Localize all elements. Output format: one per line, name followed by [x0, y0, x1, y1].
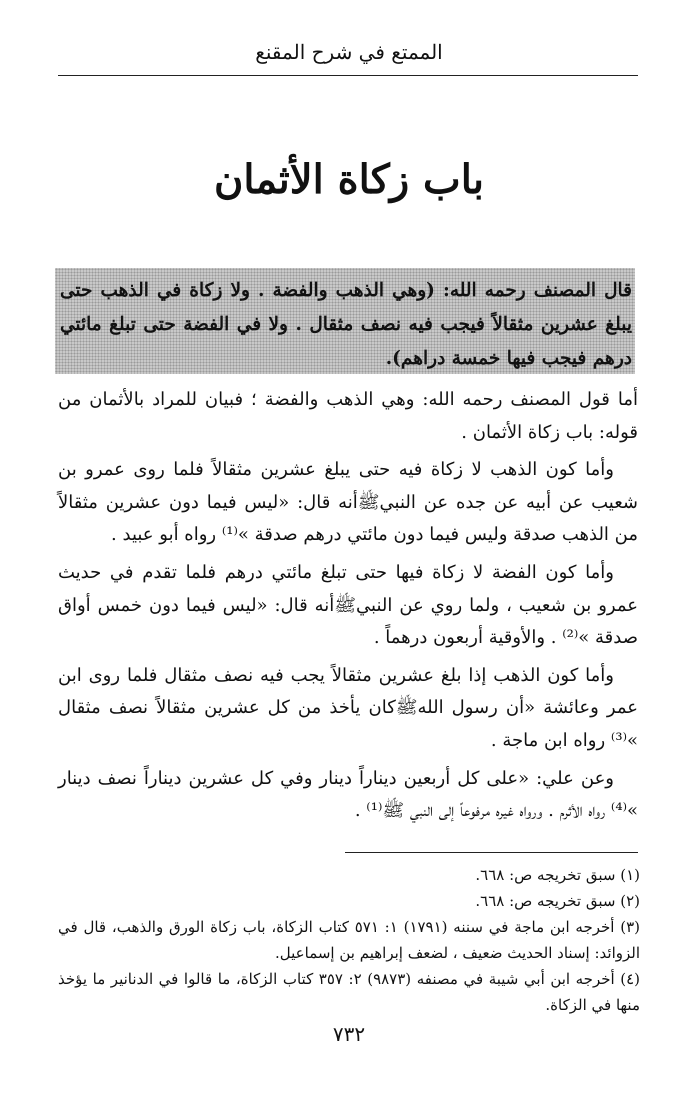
- paragraph: وعن علي: «على كل أربعين ديناراً دينار وفي كل عشرين ديناراً نصف دينار »⁽⁴⁾ رواه الأثرم . ورواه غيره مرفوعاً إلى النبي ﷺ⁽¹⁾ .: [58, 767, 638, 822]
- paragraph: وأما كون الذهب إذا بلغ عشرين مثقالاً يجب فيه نصف مثقال فلما روى ابن عمر وعائشة «أن رسول اللهﷺكان يأخذ من كل عشرين مثقالاً نصف مثقال »⁽³⁾ رواه ابن ماجة .: [58, 664, 638, 751]
- header-divider: [58, 75, 638, 76]
- footnote: (٢) سبق تخريجه ص: ٦٦٨.: [475, 892, 640, 910]
- chapter-title: باب زكاة الأثمان: [213, 156, 485, 203]
- footnote: (١) سبق تخريجه ص: ٦٦٨.: [475, 866, 640, 884]
- footnote-divider: [345, 852, 638, 853]
- footnote: (٤) أخرجه ابن أبي شيبة في مصنفه (٩٨٧٣) ٢: ٣٥٧ كتاب الزكاة، ما قالوا في الدنانير ما يؤخذ منها في الزكاة.: [58, 970, 641, 1014]
- running-title: الممتع في شرح المقنع: [255, 40, 443, 64]
- commentary-body: [58, 384, 638, 828]
- page-number: ٧٣٢: [332, 1022, 366, 1046]
- footnotes: [58, 862, 640, 1018]
- paragraph: وأما كون الفضة لا زكاة فيها حتى تبلغ مائتي درهم فلما تقدم في حديث عمرو بن شعيب ، ولما روي عن النبيﷺأنه قال: «ليس فيما دون خمس أواق صدقة »⁽²⁾ . والأوقية أربعون درهماً .: [58, 561, 638, 649]
- paragraph: أما قول المصنف رحمه الله: وهي الذهب والفضة ؛ فبيان للمراد بالأثمان من قوله: باب زكاة الأثمان .: [58, 389, 638, 443]
- quoted-matn-text: قال المصنف رحمه الله: (وهي الذهب والفضة . ولا زكاة في الذهب حتى يبلغ عشرين مثقالاً فيجب فيه نصف مثقال . ولا في الفضة حتى تبلغ مائتي درهم فيجب فيها خمسة دراهم).: [60, 280, 632, 369]
- paragraph: وأما كون الذهب لا زكاة فيه حتى يبلغ عشرين مثقالاً فلما روى عمرو بن شعيب عن أبيه عن جده عن النبيﷺأنه قال: «ليس فيما دون عشرين مثقالاً من الذهب صدقة وليس فيما دون مائتي درهم صدقة »⁽¹⁾ رواه أبو عبيد .: [58, 459, 638, 546]
- footnote: (٣) أخرجه ابن ماجة في سننه (١٧٩١) ١: ٥٧١ كتاب الزكاة، باب زكاة الورق والذهب، قال في الزوائد: إسناد الحديث ضعيف ، لضعف إبراهيم بن إسماعيل.: [58, 918, 641, 962]
